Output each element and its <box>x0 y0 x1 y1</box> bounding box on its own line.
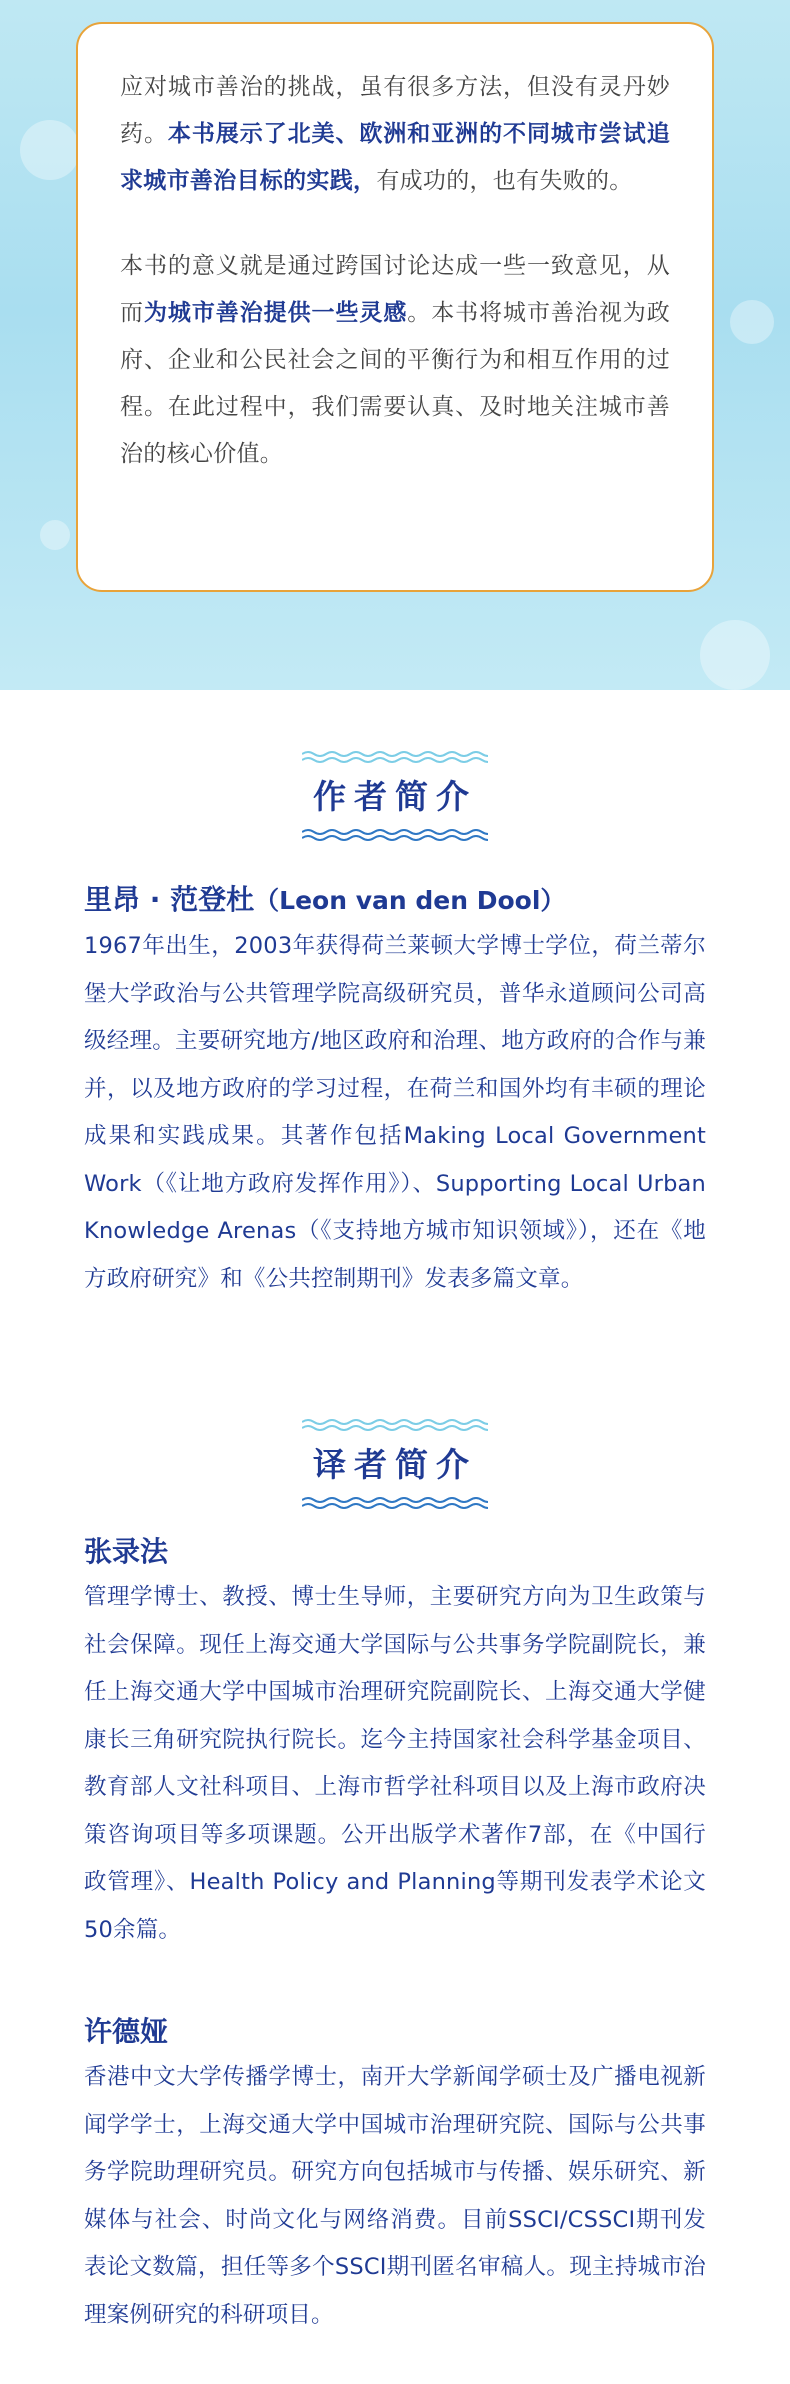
intro-card <box>76 22 714 592</box>
author-bio <box>84 878 706 1303</box>
translator-bio-text: 香港中文大学传播学博士，南开大学新闻学硕士及广播电视新闻学学士，上海交通大学中国城市治理研究院、国际与公共事务学院助理研究员。研究方向包括城市与传播、娱乐研究、新媒体与社会、时尚文化与网络消费。目前SSCI/CSSCI期刊发表论文数篇，担任等多个SSCI期刊匿名审稿人。现主持城市治理案例研究的科研项目。 <box>84 2064 706 2328</box>
translators-section-title: 译者简介 <box>313 1445 477 1484</box>
translator-bio <box>84 1530 706 1954</box>
wave-decoration-icon <box>302 1496 488 1510</box>
translator-bio-text: 管理学博士、教授、博士生导师，主要研究方向为卫生政策与社会保障。现任上海交通大学国际与公共事务学院副院长，兼任上海交通大学中国城市治理研究院副院长、上海交通大学健康长三角研究院执行院长。迄今主持国家社会科学基金项目、教育部人文社科项目、上海市哲学社科项目以及上海市政府决策咨询项目等多项课题。公开出版学术著作7部，在《中国行政管理》、Health Policy and Planning等期刊发表学术论文50余篇。 <box>84 1584 706 1943</box>
wave-decoration-icon <box>302 1418 488 1432</box>
intro-paragraph-1: 应对城市善治的挑战，虽有很多方法，但没有灵丹妙药。本书展示了北美、欧洲和亚洲的不同城市尝试追求城市善治目标的实践，有成功的，也有失败的。 <box>120 74 670 194</box>
authors-section-header <box>0 750 790 842</box>
authors-section-title: 作者简介 <box>313 777 477 816</box>
intro-paragraph-2: 本书的意义就是通过跨国讨论达成一些一致意见，从而为城市善治提供一些灵感。本书将城市善治视为政府、企业和公民社会之间的平衡行为和相互作用的过程。在此过程中，我们需要认真、及时地关注城市善治的核心价值。 <box>120 253 670 467</box>
intro-banner <box>0 0 790 690</box>
translator-name: 许德娅 <box>84 2015 169 2048</box>
wave-decoration-icon <box>302 828 488 842</box>
translator-bio <box>84 2010 706 2339</box>
translators-section-header <box>0 1418 790 1510</box>
author-name: 里昂 · 范登杜（Leon van den Dool） <box>84 883 566 916</box>
author-bio-text: 1967年出生，2003年获得荷兰莱顿大学博士学位，荷兰蒂尔堡大学政治与公共管理学院高级研究员，普华永道顾问公司高级经理。主要研究地方/地区政府和治理、地方政府的合作与兼并，以及地方政府的学习过程，在荷兰和国外均有丰硕的理论成果和实践成果。其著作包括Making Local Government Work（《让地方政府发挥作用》）、Supporting Local Urban Knowledge Arenas（《支持地方城市知识领域》），还在《地方政府研究》和《公共控制期刊》发表多篇文章。 <box>84 933 706 1292</box>
wave-decoration-icon <box>302 750 488 764</box>
translator-name: 张录法 <box>84 1535 169 1568</box>
